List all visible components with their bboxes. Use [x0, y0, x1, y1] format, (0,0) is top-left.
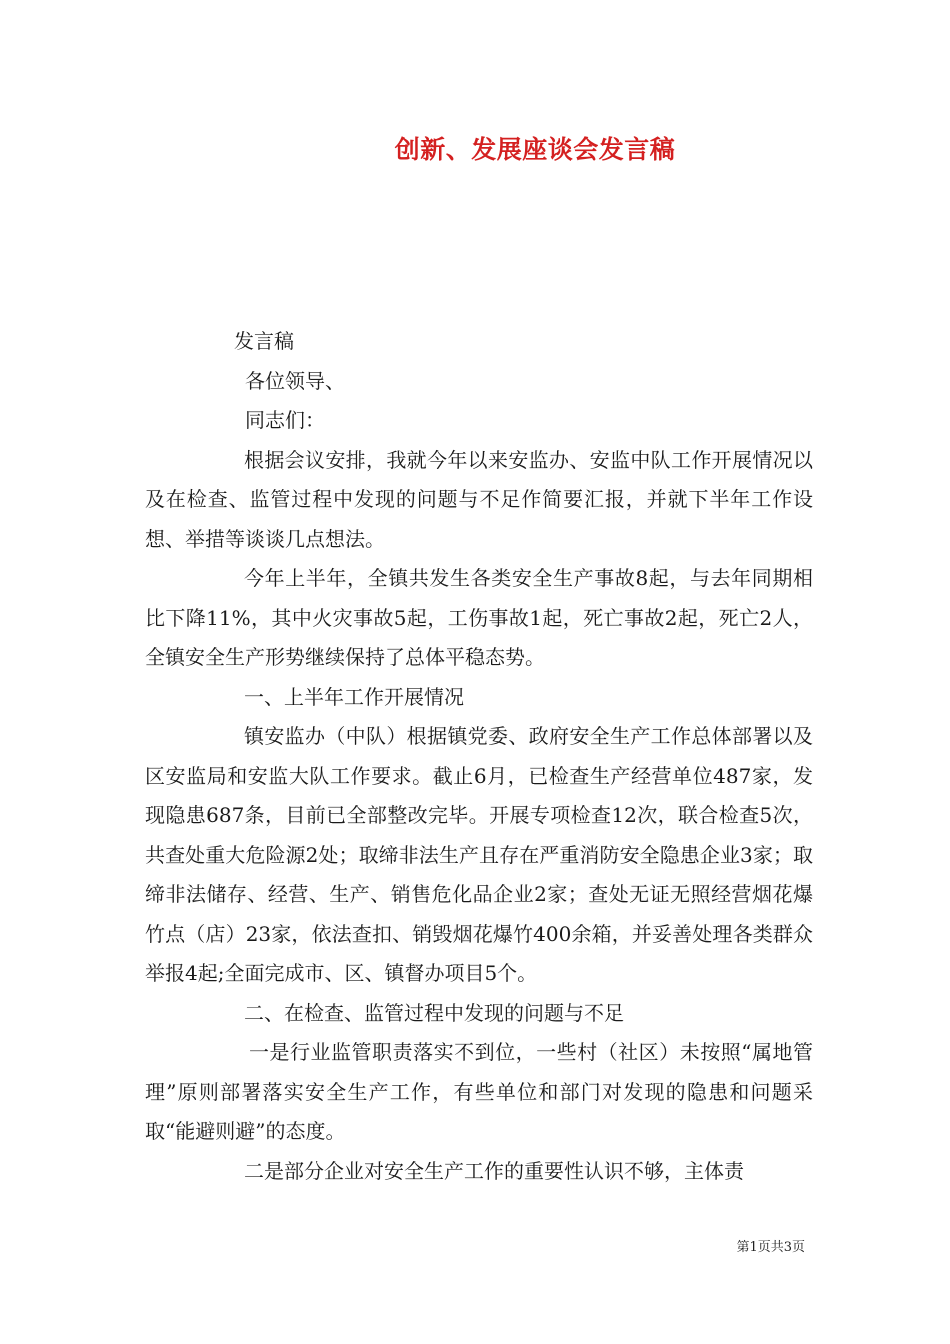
section-heading-1: 一、上半年工作开展情况 [244, 684, 464, 709]
paragraph-overview: 今年上半年，全镇共发生各类安全生产事故8起，与去年同期相比下降11%，其中火灾事故5起，工伤事故1起，死亡事故2起，死亡2人，全镇安全生产形势继续保持了总体平稳态势。 [145, 566, 813, 669]
paragraph-problem-1: 一是行业监管职责落实不到位，一些村（社区）未按照“属地管理”原则部署落实安全生产工作，有些单位和部门对发现的隐患和问题采取“能避则避”的态度。 [145, 1040, 813, 1143]
document-title: 创新、发展座谈会发言稿 [394, 135, 676, 164]
document-body [145, 322, 813, 1191]
salutation-comrades: 同志们： [245, 408, 325, 432]
paragraph-intro: 根据会议安排，我就今年以来安监办、安监中队工作开展情况以及在检查、监管过程中发现的问题与不足作简要汇报，并就下半年工作设想、举措等谈谈几点想法。 [145, 447, 813, 551]
section-heading-2: 二、在检查、监管过程中发现的问题与不足 [244, 1000, 624, 1025]
speech-label: 发言稿 [234, 329, 294, 353]
paragraph-problem-2: 二是部分企业对安全生产工作的重要性认识不够，主体责 [244, 1158, 744, 1183]
paragraph-work-progress: 镇安监办（中队）根据镇党委、政府安全生产工作总体部署以及区安监局和安监大队工作要求。截止6月，已检查生产经营单位487家，发现隐患687条，目前已全部整改完毕。开展专项检查12次，联合检查5次，共查处重大危险源2处；取缔非法生产且存在严重消防安全隐患企业3家；取缔非法储存、经营、生产、销售危化品企业2家；查处无证无照经营烟花爆竹点（店）23家，依法查扣、销毁烟花爆竹400余箱，并妥善处理各类群众举报4起;全面完成市、区、镇督办项目5个。 [145, 724, 813, 985]
page-number: 第1页共3页 [736, 1240, 805, 1255]
salutation-leaders: 各位领导、 [245, 368, 345, 393]
